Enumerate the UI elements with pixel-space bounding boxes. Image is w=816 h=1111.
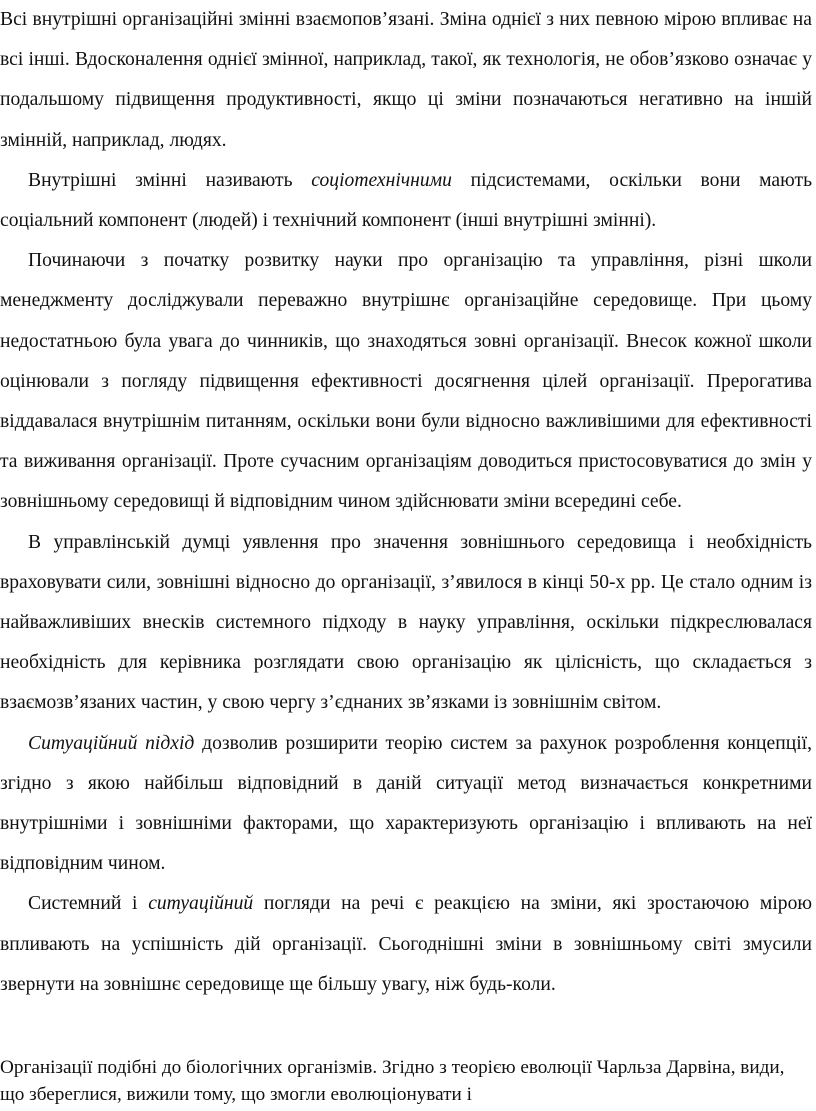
- paragraph-text: Всі внутрішні організаційні змінні взаємопов’язані. Зміна однієї з них певною мірою впливає на всі інші. Вдосконалення однієї змінної, наприклад, такої, як технологія, не обов’язково означає у подальшому підвищення продуктивності, якщо ці зміни позначаються негативно на іншій змінній, наприклад, людях.: [0, 9, 812, 151]
- paragraph-sociotechnical: [0, 161, 816, 241]
- continuation-block: [0, 1054, 816, 1108]
- paragraph-text: дозволив розширити теорію систем за рахунок розроблення концепції, згідно з якою найбільш відповідний в даній ситуації метод визначається конкретними внутрішніми і зовнішніми факторами, що характеризують організацію і впливають на неї відповідним чином.: [0, 732, 812, 875]
- paragraph-management-schools: [0, 241, 816, 522]
- paragraph-text: Системний і: [28, 893, 149, 915]
- emphasis-term: ситуаційний: [148, 893, 254, 915]
- paragraph-situational-approach: [0, 724, 816, 885]
- emphasis-term: соціотехнічними: [311, 169, 452, 191]
- paragraph-text: В управлінській думці уявлення про значення зовнішнього середовища і необхідність враховувати сили, зовнішні відносно до організації, з’явилося в кінці 50-х рр. Це стало одним із найважливіших внесків системного підходу в науку управління, оскільки підкреслювалася необхідність для керівника розглядати свою організацію як цілісність, що складається з взаємозв’язаних частин, у свою чергу з’єднаних зв’язками із зовнішнім світом.: [0, 531, 812, 714]
- paragraph-internal-variables: [0, 0, 816, 161]
- paragraph-organisms: Організації подібні до біологічних організмів. Згідно з теорією еволюції Чарльза Дарвіна, види, що збереглися, вижили тому, що змогли еволюціонувати і: [0, 1057, 785, 1105]
- emphasis-term: Ситуаційний підхід: [28, 732, 195, 754]
- paragraph-text: Внутрішні змінні називають: [28, 169, 312, 191]
- paragraph-text: підсистемами, оскільки вони мають соціальний компонент (людей) і технічний компонент (інші внутрішні змінні).: [0, 169, 813, 232]
- paragraph-external-environment: [0, 523, 816, 724]
- paragraph-text: Починаючи з початку розвитку науки про організацію та управління, різні школи менеджменту досліджували переважно внутрішнє організаційне середовище. При цьому недостатньою була увага до чинників, що знаходяться зовні організації. Внесок кожної школи оцінювали з погляду підвищення ефективності досягнення цілей організації. Прерогатива віддавалася внутрішнім питанням, оскільки вони були відносно важливішими для ефективності та виживання організації. Проте сучасним організаціям доводиться пристосовуватися до змін у зовнішньому середовищі й відповідним чином здійснювати зміни всередині себе.: [0, 250, 812, 513]
- paragraph-systemic-situational: [0, 884, 816, 1005]
- paragraph-text: погляди на речі є реакцією на зміни, які зростаючою мірою впливають на успішність дій організації. Сьогоднішні зміни в зовнішньому світі змусили звернути на зовнішнє середовище ще більшу увагу, ніж будь-коли.: [0, 893, 813, 995]
